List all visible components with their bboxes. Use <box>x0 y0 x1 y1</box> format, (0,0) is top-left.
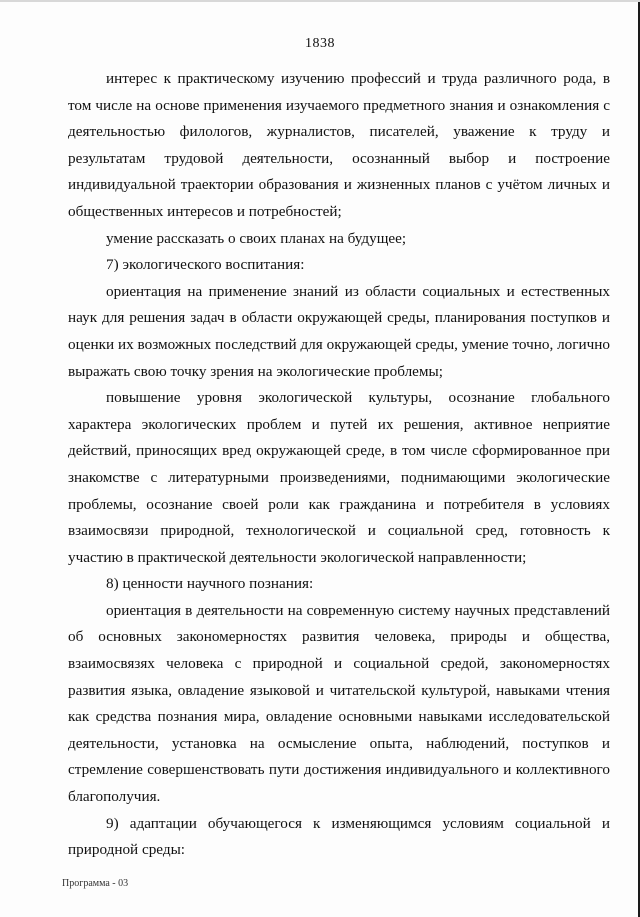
section-heading-scientific: 8) ценности научного познания: <box>106 575 314 593</box>
paragraph-scientific-orientation: ориентация в деятельности на современную систему научных представлений об основных закономерностях развития человека, природы и общества, взаимосвязях человека с природной и социальной средой, закономерностях развития языка, овладение языковой и читательской культурой, навыками чтения как средства познания мира, овладение основными навыками исследовательской деятельности, установка на осмысление опыта, наблюдений, поступков и стремление совершенствовать пути достижения индивидуального и коллективного благополучия. <box>68 601 610 806</box>
section-heading-adaptation: 9) адаптации обучающегося к изменяющимся условиям социальной и природной среды: <box>68 814 610 859</box>
document-body <box>68 66 610 864</box>
footer-program-label: Программа - 03 <box>62 878 129 889</box>
paragraph-ecological-orientation: ориентация на применение знаний из области социальных и естественных наук для решения задач в области окружающей среды, планирования поступков и оценки их возможных последствий для окружающей среды, умение точно, логично выражать свою точку зрения на экологические проблемы; <box>68 282 610 380</box>
paragraph-career-interest: интерес к практическому изучению профессий и труда различного рода, в том числе на основе применения изучаемого предметного знания и ознакомления с деятельностью филологов, журналистов, писателей, уважение к труду и результатам трудовой деятельности, осознанный выбор и построение индивидуальной траектории образования и жизненных планов с учётом личных и общественных интересов и потребностей; <box>68 70 610 220</box>
paragraph-future-plans: умение рассказать о своих планах на будущее; <box>106 229 407 247</box>
paragraph-ecological-culture: повышение уровня экологической культуры, осознание глобального характера экологических проблем и путей их решения, активное неприятие действий, приносящих вред окружающей среде, в том числе сформированное при знакомстве с литературными произведениями, поднимающими экологические проблемы, осознание своей роли как гражданина и потребителя в условиях взаимосвязи природной, технологической и социальной сред, готовность к участию в практической деятельности экологической направленности; <box>68 389 610 566</box>
section-heading-ecological: 7) экологического воспитания: <box>106 256 305 274</box>
page-number: 1838 <box>305 36 335 51</box>
scan-edge <box>0 0 640 2</box>
